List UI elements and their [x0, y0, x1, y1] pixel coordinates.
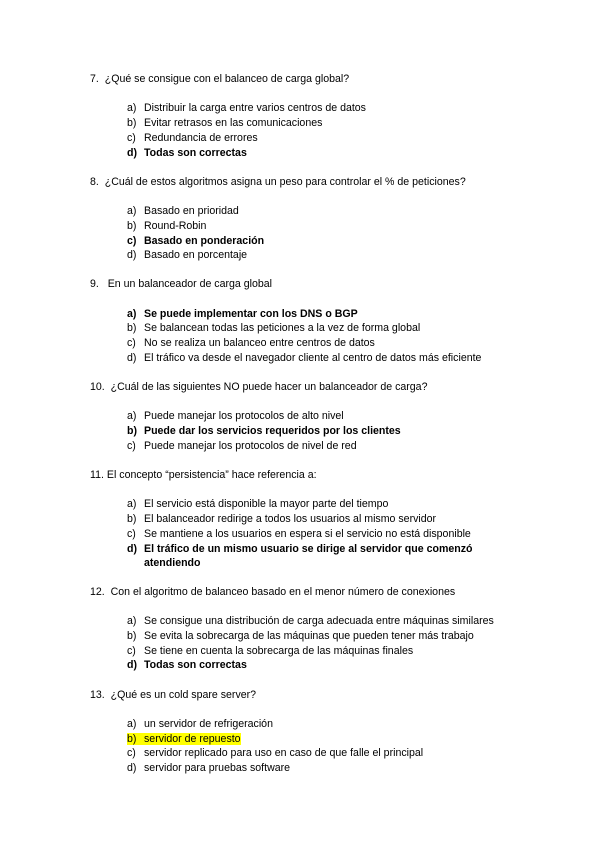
- question-7-option-b: b) Evitar retrasos en las comunicaciones: [127, 117, 323, 129]
- question-12-option-d-correct: d) Todas son correctas: [127, 659, 247, 671]
- question-13-option-d: d) servidor para pruebas software: [127, 762, 291, 774]
- question-11-option-c: c) Se mantiene a los usuarios en espera si el servicio no está disponible: [127, 528, 471, 540]
- question-10-option-c: c) Puede manejar los protocolos de nivel de red: [127, 440, 357, 452]
- question-text: 9. En un balanceador de carga global: [90, 278, 273, 290]
- question-12-option-c: c) Se tiene en cuenta la sobrecarga de las máquinas finales: [127, 645, 414, 657]
- question-9-option-a-correct: a) Se puede implementar con los DNS o BGP: [127, 308, 358, 320]
- question-13-option-a: a) un servidor de refrigeración: [127, 718, 273, 730]
- question-7-option-d-correct: d) Todas son correctas: [127, 147, 247, 159]
- question-text: 12. Con el algoritmo de balanceo basado en el menor número de conexiones: [90, 586, 456, 598]
- question-12-option-a: a) Se consigue una distribución de carga adecuada entre máquinas similares: [127, 615, 494, 627]
- question-8-option-c-correct: c) Basado en ponderación: [127, 235, 265, 247]
- question-13-option-c: c) servidor replicado para uso en caso de que falle el principal: [127, 747, 424, 759]
- question-12-option-b: b) Se evita la sobrecarga de las máquinas que pueden tener más trabajo: [127, 630, 474, 642]
- question-8-option-d: d) Basado en porcentaje: [127, 249, 248, 261]
- question-text: 11. El concepto “persistencia” hace referencia a:: [90, 469, 317, 481]
- question-text: 10. ¿Cuál de las siguientes NO puede hacer un balanceador de carga?: [90, 381, 428, 393]
- question-9-option-d: d) El tráfico va desde el navegador cliente al centro de datos más eficiente: [127, 352, 482, 364]
- question-11-option-a: a) El servicio está disponible la mayor parte del tiempo: [127, 498, 389, 510]
- question-text: 13. ¿Qué es un cold spare server?: [90, 689, 257, 701]
- question-10-option-a: a) Puede manejar los protocolos de alto nivel: [127, 410, 344, 422]
- question-10-option-b-correct: b) Puede dar los servicios requeridos por los clientes: [127, 425, 401, 437]
- question-11-option-d-correct: d) El tráfico de un mismo usuario se dirige al servidor que comenzó atendiendo: [127, 543, 473, 569]
- question-8-option-a: a) Basado en prioridad: [127, 205, 239, 217]
- question-9-option-c: c) No se realiza un balanceo entre centros de datos: [127, 337, 375, 349]
- highlight-mark: b) servidor de repuesto: [127, 733, 241, 745]
- question-8-option-b: b) Round-Robin: [127, 220, 207, 232]
- question-text: 7. ¿Qué se consigue con el balanceo de carga global?: [90, 73, 350, 85]
- question-text: 8. ¿Cuál de estos algoritmos asigna un peso para controlar el % de peticiones?: [90, 176, 466, 188]
- question-7-option-c: c) Redundancia de errores: [127, 132, 258, 144]
- question-11-option-b: b) El balanceador redirige a todos los usuarios al mismo servidor: [127, 513, 437, 525]
- question-13-option-b-highlighted: [127, 732, 241, 746]
- question-9-option-b: b) Se balancean todas las peticiones a la vez de forma global: [127, 322, 421, 334]
- question-7-option-a: a) Distribuir la carga entre varios centros de datos: [127, 102, 366, 114]
